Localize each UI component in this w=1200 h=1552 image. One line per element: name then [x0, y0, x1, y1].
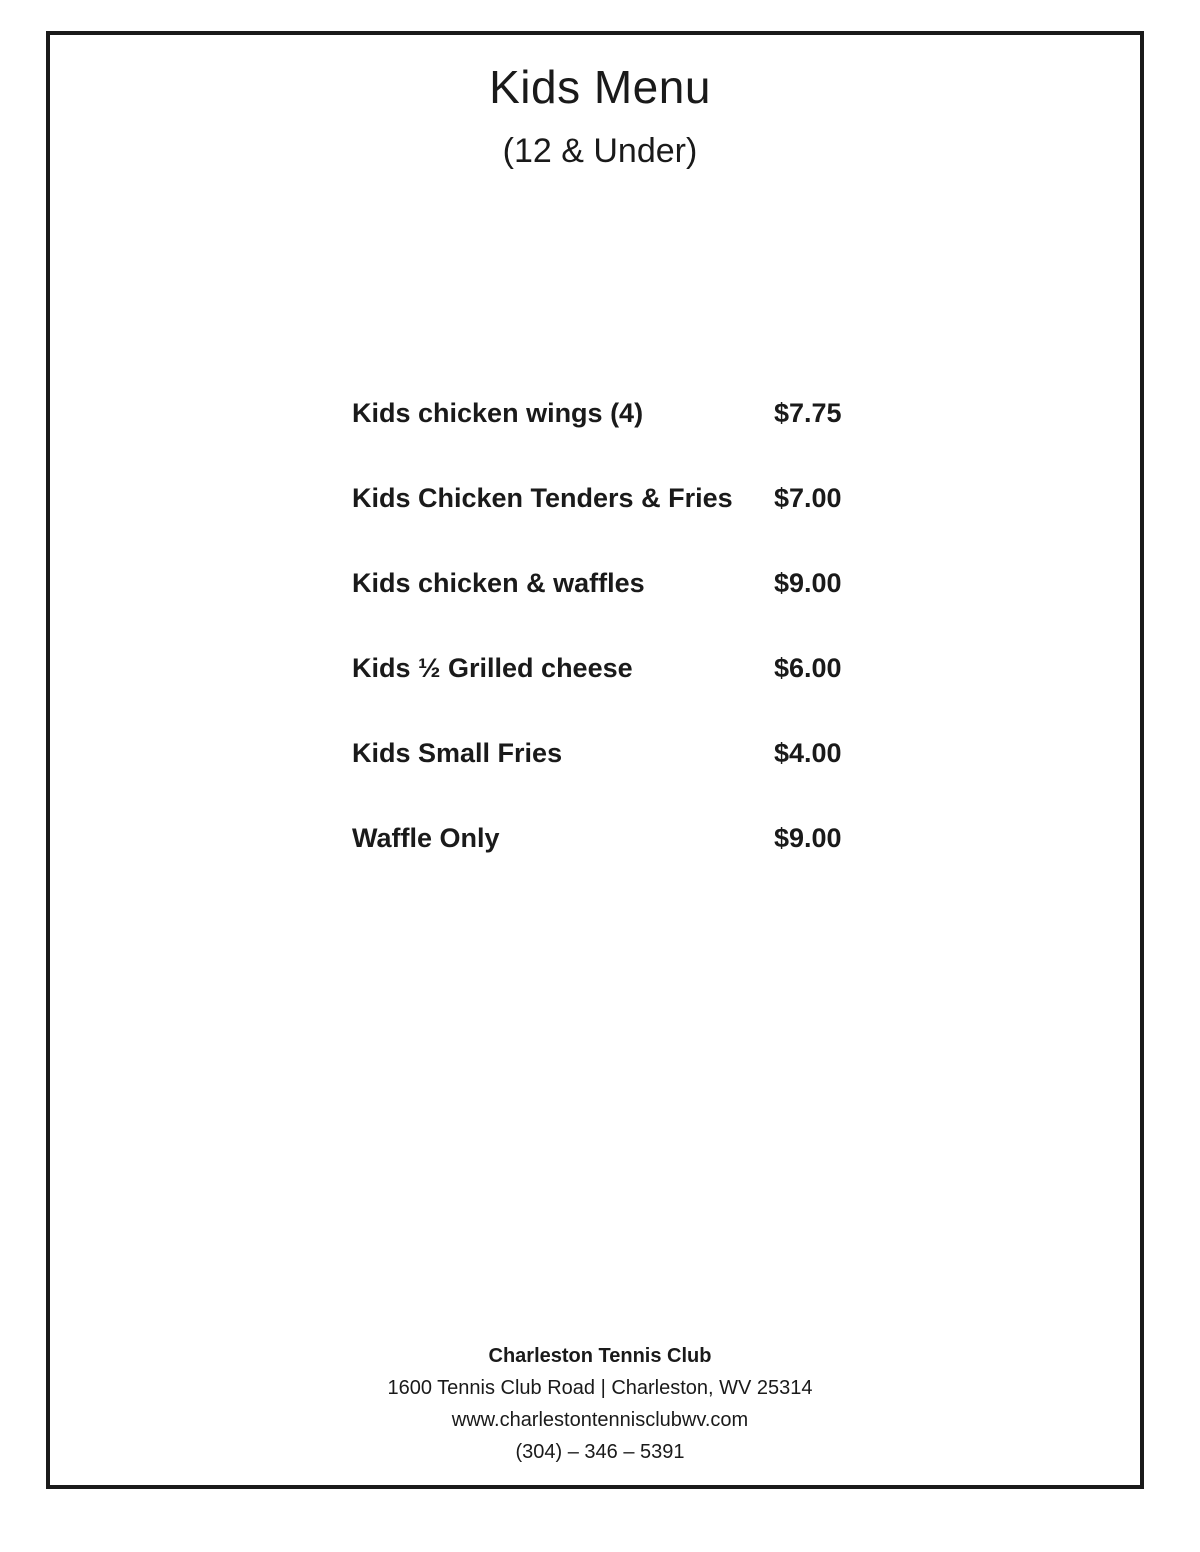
menu-item-name: Kids chicken wings (4) [352, 398, 644, 428]
menu-item [352, 823, 852, 908]
menu-item-price: $6.00 [774, 653, 842, 683]
menu-item [352, 568, 852, 653]
club-phone: (304) – 346 – 5391 [515, 1441, 685, 1463]
menu-item [352, 738, 852, 823]
menu-item [352, 653, 852, 738]
club-website: www.charlestontennisclubwv.com [451, 1409, 749, 1431]
menu-item-price: $4.00 [774, 738, 842, 768]
menu-item-price: $9.00 [774, 823, 842, 853]
menu-item [352, 398, 852, 483]
menu-item-name: Kids chicken & waffles [352, 568, 645, 598]
club-address: 1600 Tennis Club Road | Charleston, WV 25314 [387, 1377, 813, 1399]
menu-item-name: Kids Chicken Tenders & Fries [352, 483, 733, 513]
menu-item-name: Kids ½ Grilled cheese [352, 653, 633, 683]
menu-item-name: Waffle Only [352, 823, 500, 853]
menu-item [352, 483, 852, 568]
page-title: Kids Menu [489, 61, 711, 113]
menu-item-price: $9.00 [774, 568, 842, 598]
club-name: Charleston Tennis Club [488, 1345, 712, 1367]
menu-item-price: $7.75 [774, 398, 842, 428]
club-contact-footer [0, 1340, 1200, 1468]
page-subtitle: (12 & Under) [502, 132, 698, 170]
menu-item-name: Kids Small Fries [352, 738, 563, 768]
menu-list [352, 398, 852, 908]
menu-item-price: $7.00 [774, 483, 842, 513]
